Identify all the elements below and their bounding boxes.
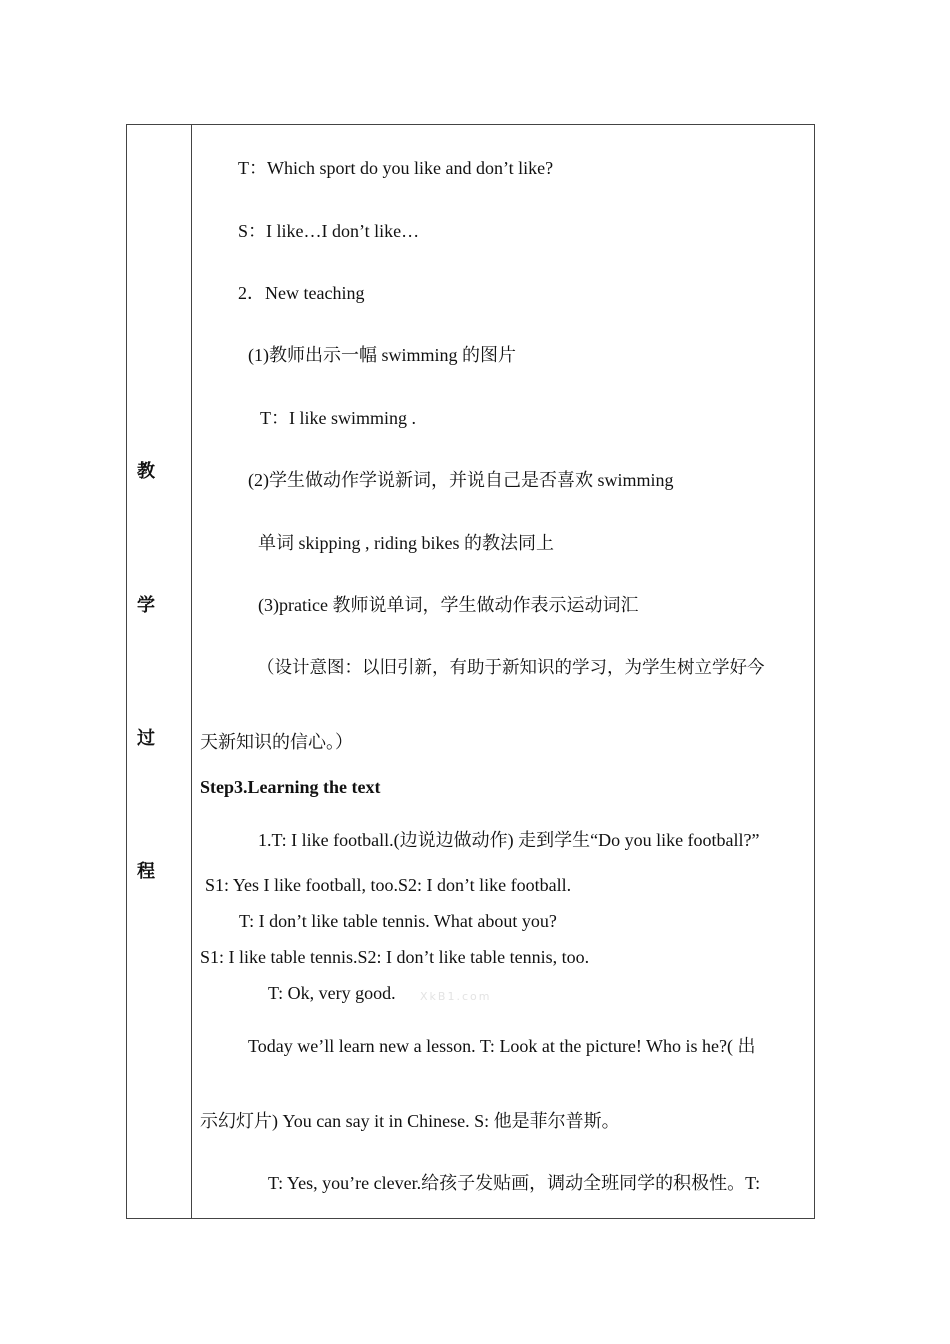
dialogue-line [200,1107,620,1133]
dialogue-line [248,1032,756,1058]
text-run: Today we’ll learn new a lesson. T: Look at the picture! Who is he?( [248,1036,738,1056]
step-heading: Step3.Learning the text [200,777,381,797]
design-intent-line: 天新知识的信心。） [200,732,353,753]
section-heading: 2．New teaching [238,283,365,303]
text-run: 单词 [258,533,294,554]
text-run: 给孩子发贴画，调动全班同学的积极性。 [421,1173,746,1194]
text-run: 的图片 [462,345,517,366]
side-label-char: 过 [137,728,155,749]
text-run: 1.T: I like football.( [258,830,400,850]
text-run: 的教法同上 [464,533,554,554]
text-run: (3)pratice [258,595,333,615]
text-run: 出 [737,1036,756,1057]
dialogue-line: T：Which sport do you like and don’t like? [238,158,554,178]
text-run: 边说边做动作 [399,830,508,851]
text-run: ) You can say it in Chinese. S: [272,1111,494,1131]
text-run: 教师说单词，学生做动作表示运动词汇 [332,595,639,616]
dialogue-line [268,1169,760,1195]
column-divider [191,125,192,1218]
dialogue-line: T: Ok, very good. [268,983,396,1003]
dialogue-line: T: I don’t like table tennis. What about you? [239,911,557,931]
text-run: 走到学生 [518,830,591,851]
text-run: “Do you like football?” [590,830,760,850]
side-label-char: 学 [137,595,155,616]
text-run: swimming [377,345,463,365]
side-label-char: 程 [137,861,155,882]
text-run: 他是菲尔普斯。 [493,1111,620,1132]
dialogue-line: S1: Yes I like football, too.S2: I don’t like football. [205,875,572,895]
dialogue-line: S：I like…I don’t like… [238,221,420,241]
text-run: T: [745,1173,761,1193]
instruction-line [258,591,638,617]
dialogue-line: S1: I like table tennis.S2: I don’t like table tennis, too. [200,947,590,967]
text-run: 学生做动作学说新词，并说自己是否喜欢 [269,470,593,491]
side-label-char: 教 [137,461,155,482]
text-run: (2) [248,470,269,490]
design-intent-line: （设计意图：以旧引新，有助于新知识的学习，为学生树立学好今 [257,658,765,678]
instruction-line [248,466,674,492]
text-run: skipping , riding bikes [294,533,464,553]
text-run: swimming [593,470,674,490]
dialogue-line [258,826,760,852]
instruction-line [248,341,516,367]
instruction-line [258,529,554,555]
dialogue-line: T：I like swimming . [260,408,416,428]
text-run: 教师出示一幅 [269,345,377,366]
text-run: T: Yes, you’re clever. [268,1173,422,1193]
watermark-text: XkB1.com [420,990,492,1003]
text-run: (1) [248,345,269,365]
text-run: ) [507,830,519,850]
text-run: 示幻灯片 [200,1111,272,1132]
